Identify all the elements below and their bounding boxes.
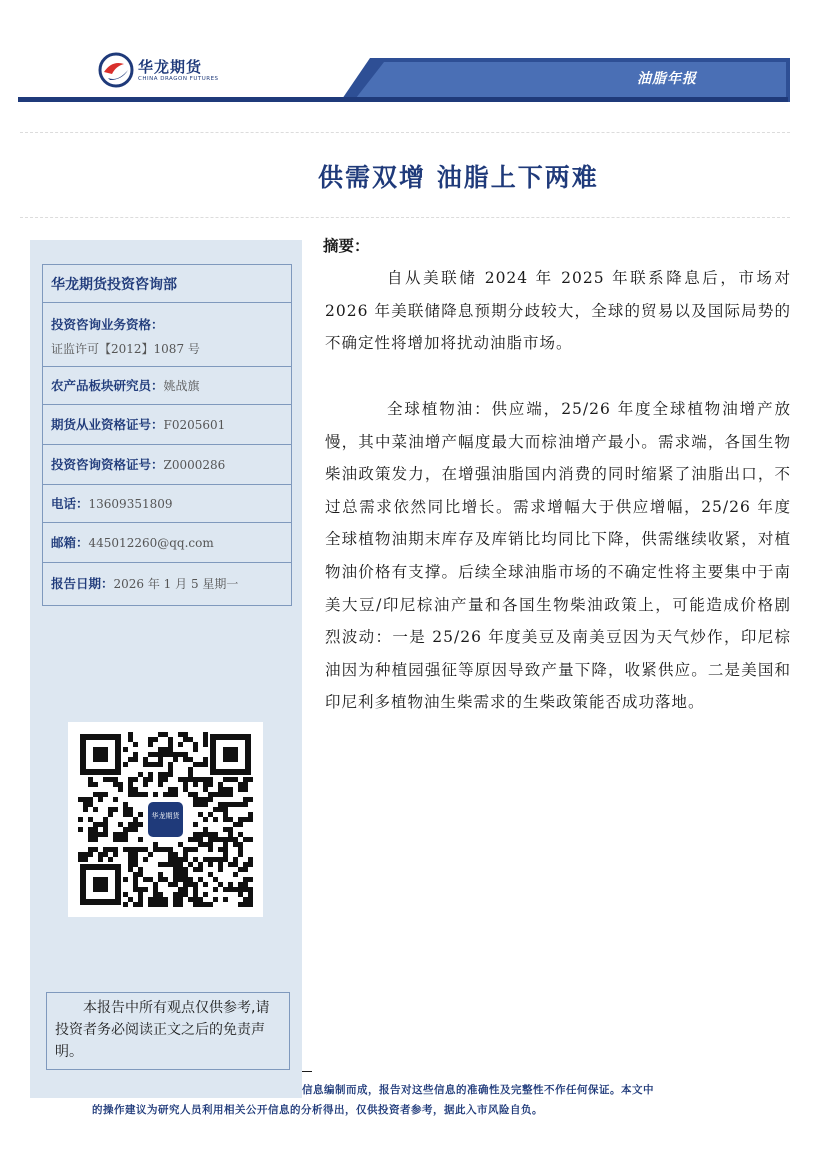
abstract-label: 摘要：	[323, 237, 370, 255]
qualification-value: 证监许可【2012】1087 号	[51, 342, 200, 356]
qualification-row	[43, 303, 291, 367]
qr-code-icon	[78, 732, 253, 907]
header-divider	[18, 97, 788, 102]
qr-center-label: 华龙期货	[151, 812, 180, 820]
page-header	[0, 0, 826, 110]
contact-info-box	[42, 264, 292, 606]
abstract-paragraph-2: 全球植物油：供应端，25/26 年度全球植物油增产放慢，其中菜油增产幅度最大而棕油增产最小。需求端，各国生物柴油政策发力，在增强油脂国内消费的同时缩紧了油脂出口，不过总需求依然同比增长。需求增幅大于供应增幅，25/26 年度全球植物油期末库存及库销比均同比下降，供需继续收紧，对植物油价格有支撑。后续全球油脂市场的不确定性将主要集中于南美大豆/印尼棕油产量和各国生物柴油政策上，可能造成价格剧烈波动：一是 25/26 年度美豆及南美豆因为天气炒作，印尼棕油因为种植园强征等原因导致产量下降，收紧供应。二是美国和印尼利多植物油生柴需求的生柴政策能否成功落地。	[325, 400, 791, 712]
disclaimer-box	[46, 992, 290, 1070]
phone-row	[43, 485, 291, 523]
report-title: 供需双增 油脂上下两难	[318, 163, 599, 192]
researcher-row	[43, 367, 291, 405]
dragon-logo-icon	[98, 52, 134, 88]
researcher-value: 姚战旗	[163, 379, 200, 393]
phone-label: 电话：	[51, 496, 89, 511]
date-label: 报告日期：	[51, 576, 114, 591]
bottom-rule	[302, 1071, 312, 1072]
report-type-label: 油脂年报	[637, 71, 697, 87]
abstract-paragraph-1: 自从美联储 2024 年 2025 年联系降息后，市场对 2026 年美联储降息预期分歧较大，全球的贸易以及国际局势的不确定性将增加将扰动油脂市场。	[325, 269, 791, 353]
company-name-en: CHINA DRAGON FUTURES	[138, 76, 219, 82]
report-type-banner	[340, 58, 790, 102]
footer-line-2: 的操作建议为研究人员利用相关公开信息的分析得出，仅供投资者参考，据此入市风险自负。	[92, 1104, 543, 1116]
futures-cert-row	[43, 405, 291, 445]
advisory-cert-row	[43, 445, 291, 485]
date-value: 2026 年 1 月 5 星期一	[113, 577, 239, 591]
qr-code[interactable]	[68, 722, 263, 917]
email-label: 邮箱：	[51, 535, 89, 550]
department-row	[43, 265, 291, 303]
disclaimer-text: 本报告中所有观点仅供参考,请投资者务必阅读正文之后的免责声明。	[55, 1000, 270, 1060]
phone-value: 13609351809	[88, 497, 173, 511]
date-row	[43, 563, 291, 605]
company-logo	[98, 52, 238, 96]
advisory-cert-value: Z0000286	[163, 458, 226, 472]
futures-cert-label: 期货从业资格证号：	[51, 417, 164, 432]
department-name: 华龙期货投资咨询部	[51, 277, 177, 293]
advisory-cert-label: 投资咨询资格证号：	[51, 457, 164, 472]
researcher-label: 农产品板块研究员：	[51, 378, 164, 393]
email-value[interactable]: 445012260@qq.com	[88, 536, 214, 550]
footer-line-1: 信息编制而成，报告对这些信息的准确性及完整性不作任何保证。本文中	[302, 1084, 654, 1096]
futures-cert-value: F0205601	[163, 418, 226, 432]
company-name-cn: 华龙期货	[138, 58, 203, 76]
qualification-label: 投资咨询业务资格：	[51, 317, 164, 332]
email-row	[43, 523, 291, 563]
